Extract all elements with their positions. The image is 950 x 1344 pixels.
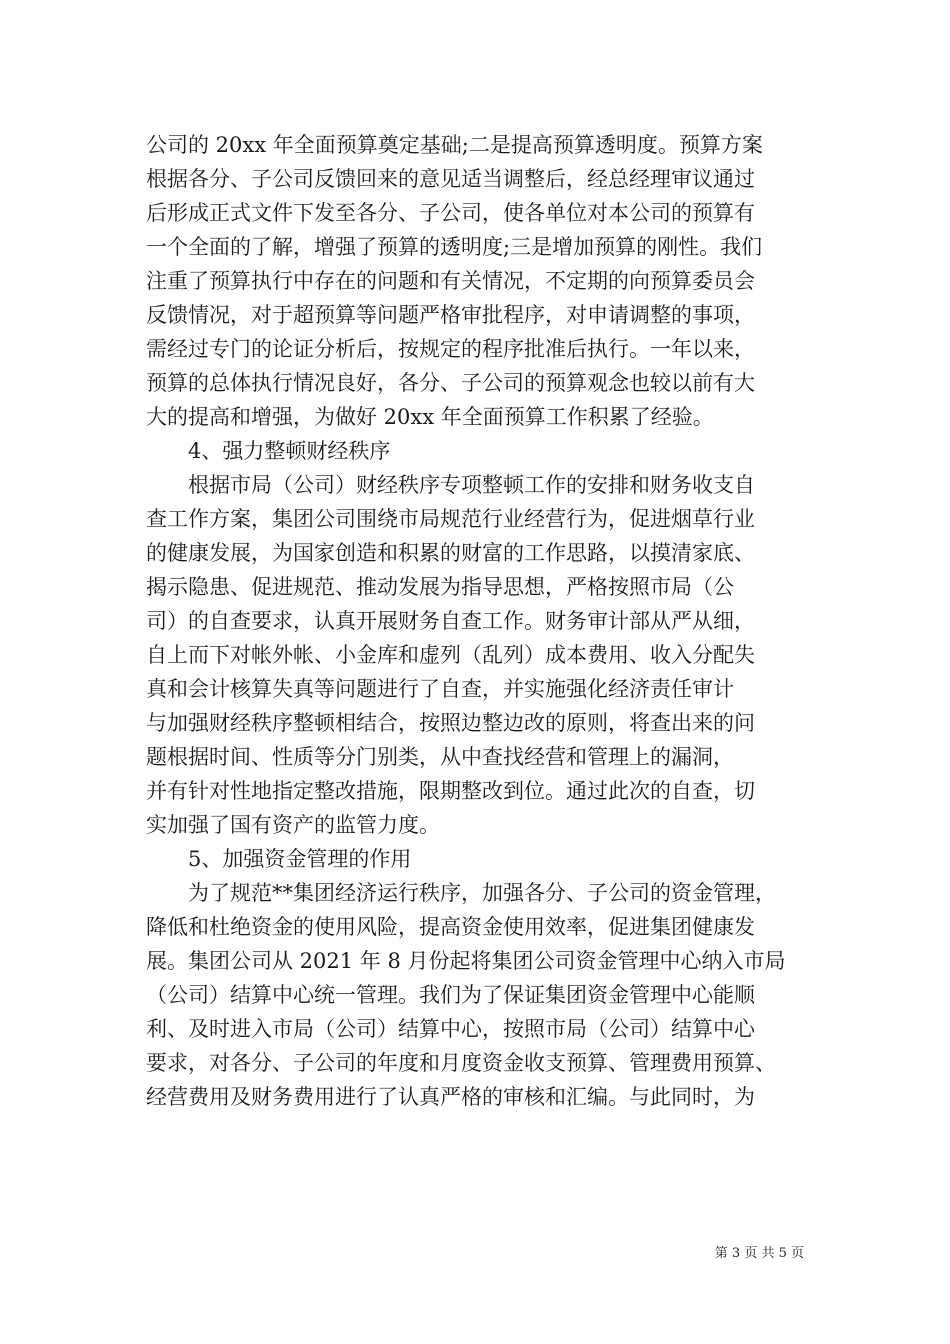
body-text-line: 查工作方案，集团公司围绕市局规范行业经营行为，促进烟草行业 <box>146 507 755 531</box>
body-text-line: 后形成正式文件下发至各分、子公司，使各单位对本公司的预算有 <box>146 201 755 225</box>
page-number-footer: 第 3 页 共 5 页 <box>714 1246 804 1261</box>
section-heading: 4、强力整顿财经秩序 <box>188 439 391 463</box>
body-text-line: 注重了预算执行中存在的问题和有关情况，不定期的向预算委员会 <box>146 269 755 293</box>
body-text-line: 自上而下对帐外帐、小金库和虚列（乱列）成本费用、收入分配失 <box>146 643 755 667</box>
body-text-line: 经营费用及财务费用进行了认真严格的审核和汇编。与此同时，为 <box>146 1085 755 1109</box>
body-text-line: 降低和杜绝资金的使用风险，提高资金使用效率，促进集团健康发 <box>146 915 755 939</box>
body-text-line: 根据市局（公司）财经秩序专项整顿工作的安排和财务收支自 <box>188 473 755 497</box>
body-text-line: 要求，对各分、子公司的年度和月度资金收支预算、管理费用预算、 <box>146 1051 776 1075</box>
body-text-line: 真和会计核算失真等问题进行了自查，并实施强化经济责任审计 <box>146 677 734 701</box>
body-text-line: 为了规范**集团经济运行秩序，加强各分、子公司的资金管理， <box>188 881 776 905</box>
body-text-line: 司）的自查要求，认真开展财务自查工作。财务审计部从严从细， <box>146 609 755 633</box>
body-text-line: 与加强财经秩序整顿相结合，按照边整边改的原则，将查出来的问 <box>146 711 755 735</box>
body-text-line: 并有针对性地指定整改措施，限期整改到位。通过此次的自查，切 <box>146 779 755 803</box>
body-text-line: 实加强了国有资产的监管力度。 <box>146 813 440 837</box>
body-text-line: （公司）结算中心统一管理。我们为了保证集团资金管理中心能顺 <box>146 983 755 1007</box>
body-text-line: 预算的总体执行情况良好，各分、子公司的预算观念也较以前有大 <box>146 371 755 395</box>
body-text-line: 展。集团公司从 2021 年 8 月份起将集团公司资金管理中心纳入市局 <box>146 949 786 973</box>
body-text-line: 需经过专门的论证分析后，按规定的程序批准后执行。一年以来， <box>146 337 755 361</box>
body-text-line: 利、及时进入市局（公司）结算中心，按照市局（公司）结算中心 <box>146 1017 755 1041</box>
body-text-line: 题根据时间、性质等分门别类，从中查找经营和管理上的漏洞， <box>146 745 734 769</box>
section-heading: 5、加强资金管理的作用 <box>188 847 412 871</box>
body-text-line: 的健康发展，为国家创造和积累的财富的工作思路，以摸清家底、 <box>146 541 755 565</box>
body-text-line: 根据各分、子公司反馈回来的意见适当调整后，经总经理审议通过 <box>146 167 755 191</box>
body-text-line: 公司的 20xx 年全面预算奠定基础;二是提高预算透明度。预算方案 <box>146 133 763 157</box>
body-text-line: 揭示隐患、促进规范、推动发展为指导思想，严格按照市局（公 <box>146 575 734 599</box>
body-text-line: 反馈情况，对于超预算等问题严格审批程序，对申请调整的事项， <box>146 303 755 327</box>
body-text-line: 大的提高和增强，为做好 20xx 年全面预算工作积累了经验。 <box>146 405 714 429</box>
body-text-line: 一个全面的了解，增强了预算的透明度;三是增加预算的刚性。我们 <box>146 235 763 259</box>
